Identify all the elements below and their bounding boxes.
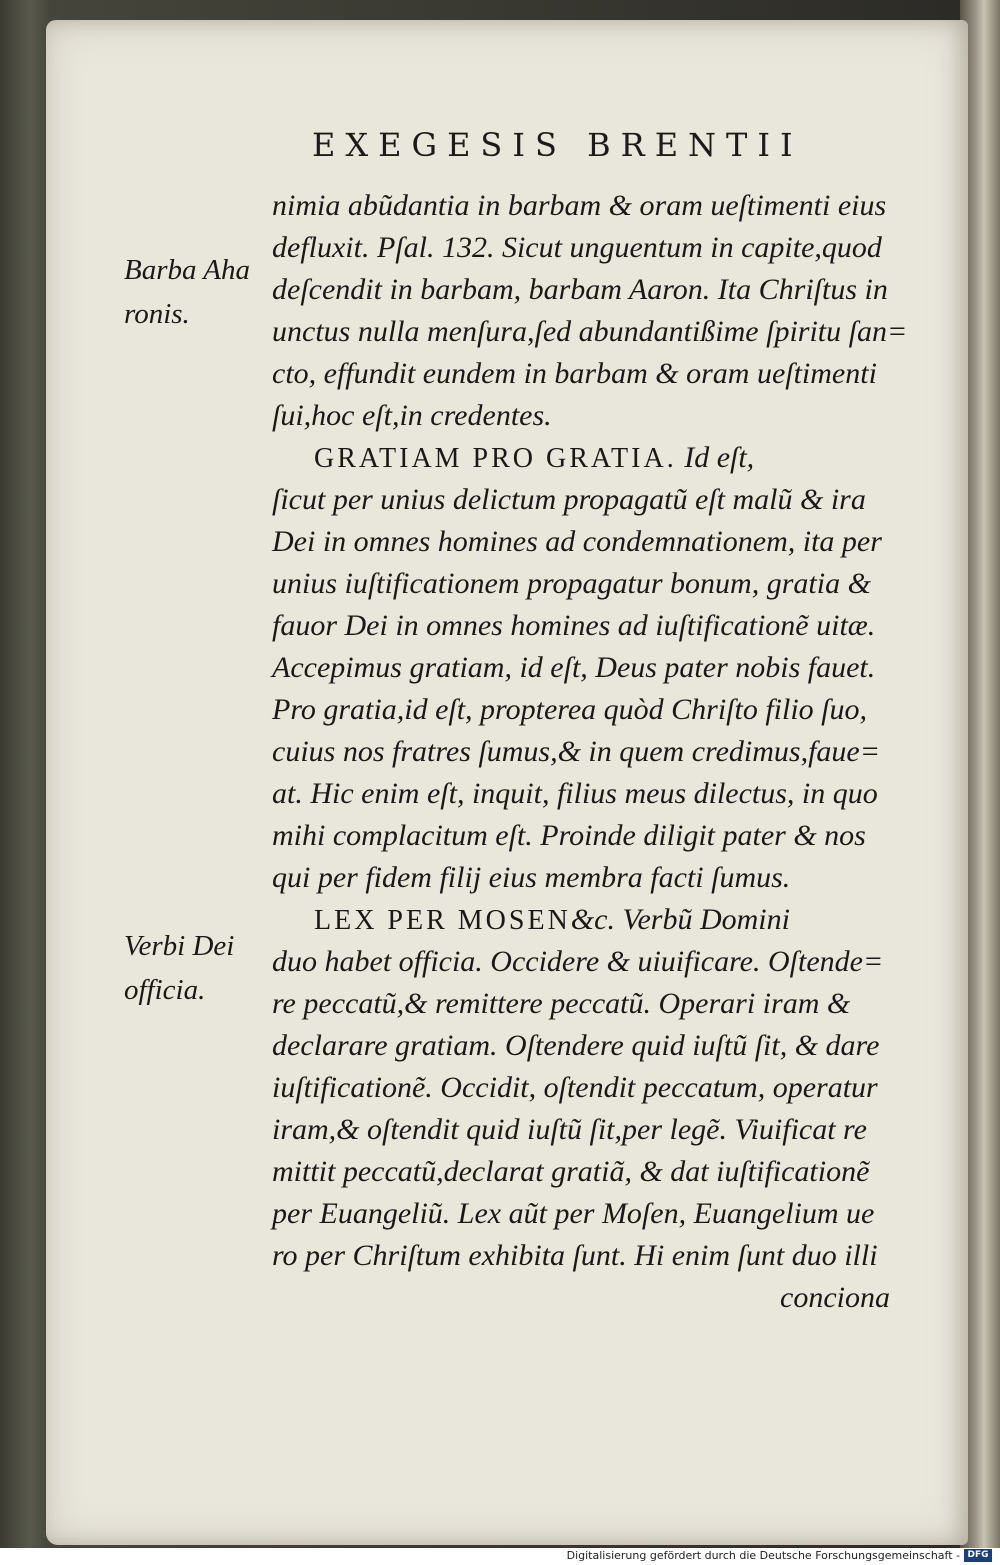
section-heading: GRATIAM PRO GRATIA. bbox=[314, 443, 677, 474]
text-line bbox=[272, 1235, 904, 1277]
text-line bbox=[272, 479, 904, 521]
body-text bbox=[272, 185, 908, 1319]
line-text: fauor Dei in omnes homines ad iuſtificationẽ uitæ. bbox=[272, 609, 876, 642]
text-line bbox=[272, 353, 904, 395]
line-text: at. Hic enim eſt, inquit, filius meus dilectus, in quo bbox=[272, 777, 878, 810]
footer-credit: Digitalisierung gefördert durch die Deutsche Forschungsgemeinschaft - bbox=[566, 1549, 960, 1562]
text-line bbox=[272, 605, 904, 647]
text-line bbox=[272, 1067, 904, 1109]
line-text: cuius nos fratres ſumus,& in quem credimus,faue= bbox=[272, 735, 880, 768]
line-text: Id eſt, bbox=[676, 441, 755, 474]
text-line bbox=[272, 773, 904, 815]
text-line bbox=[272, 1151, 904, 1193]
line-text: mihi complacitum eſt. Proinde diligit pater & nos bbox=[272, 819, 866, 852]
marginal-note-line: officia. bbox=[124, 974, 206, 1006]
text-line bbox=[272, 1025, 904, 1067]
running-head: EXEGESIS BRENTII bbox=[312, 126, 803, 164]
text-line bbox=[272, 311, 908, 353]
line-text: unius iuſtificationem propagatur bonum, gratia & bbox=[272, 567, 871, 600]
line-text: &c. Verbũ Domini bbox=[570, 903, 790, 936]
text-line bbox=[272, 731, 904, 773]
line-text: cto, effundit eundem in barbam & oram ueſtimenti bbox=[272, 357, 877, 390]
marginal-note-line: Verbi Dei bbox=[124, 930, 235, 962]
line-text: defluxit. Pſal. 132. Sicut unguentum in capite,quod bbox=[272, 231, 882, 264]
text-line bbox=[272, 437, 904, 479]
text-line bbox=[272, 563, 904, 605]
text-line bbox=[272, 647, 904, 689]
line-text: duo habet officia. Occidere & uiuificare. Oſtende= bbox=[272, 945, 884, 978]
dfg-logo: DFG bbox=[964, 1549, 992, 1562]
line-text: iuſtificationẽ. Occidit, oſtendit peccatum, operatur bbox=[272, 1071, 878, 1104]
text-line bbox=[272, 185, 904, 227]
line-text: ro per Chriſtum exhibita ſunt. Hi enim ſunt duo illi bbox=[272, 1239, 878, 1272]
marginal-note-line: Barba Aha bbox=[124, 254, 250, 286]
line-text: unctus nulla menſura,ſed abundantißime ſpiritu ſan= bbox=[272, 315, 908, 348]
text-line bbox=[272, 983, 904, 1025]
text-line bbox=[272, 395, 904, 437]
text-line bbox=[272, 269, 904, 311]
marginal-note-verbi bbox=[124, 924, 269, 1012]
line-text: nimia abũdantia in barbam & oram ueſtimenti eius bbox=[272, 189, 887, 222]
text-line bbox=[272, 689, 904, 731]
marginal-note-barba bbox=[124, 248, 269, 336]
line-text: Dei in omnes homines ad condemnationem, ita per bbox=[272, 525, 882, 558]
marginal-note-line: ronis. bbox=[124, 298, 190, 330]
line-text: declarare gratiam. Oſtendere quid iuſtũ ſit, & dare bbox=[272, 1029, 880, 1062]
line-text: ſicut per unius delictum propagatũ eſt malũ & ira bbox=[272, 483, 866, 516]
text-line bbox=[272, 857, 904, 899]
text-line bbox=[272, 227, 904, 269]
line-text: qui per fidem filij eius membra facti ſumus. bbox=[272, 861, 791, 894]
line-text: re peccatũ,& remittere peccatũ. Operari iram & bbox=[272, 987, 851, 1020]
text-line bbox=[272, 941, 904, 983]
line-text: deſcendit in barbam, barbam Aaron. Ita Chriſtus in bbox=[272, 273, 888, 306]
text-line bbox=[272, 1193, 904, 1235]
line-text: mittit peccatũ,declarat gratiã, & dat iuſtificationẽ bbox=[272, 1155, 870, 1188]
line-text: iram,& oſtendit quid iuſtũ ſit,per legẽ. Viuificat re bbox=[272, 1113, 867, 1146]
text-line bbox=[272, 899, 904, 941]
line-text: Pro gratia,id eſt, propterea quòd Chriſto filio ſuo, bbox=[272, 693, 868, 726]
section-heading: LEX PER MOSEN bbox=[314, 905, 571, 936]
line-text: per Euangeliũ. Lex aũt per Moſen, Euangelium ue bbox=[272, 1197, 875, 1230]
line-text: ſui,hoc eſt,in credentes. bbox=[272, 399, 552, 432]
text-line bbox=[272, 815, 904, 857]
catchword: conciona bbox=[780, 1281, 890, 1314]
text-line bbox=[272, 521, 904, 563]
line-text: Accepimus gratiam, id eſt, Deus pater nobis fauet. bbox=[272, 651, 876, 684]
text-line bbox=[272, 1109, 904, 1151]
